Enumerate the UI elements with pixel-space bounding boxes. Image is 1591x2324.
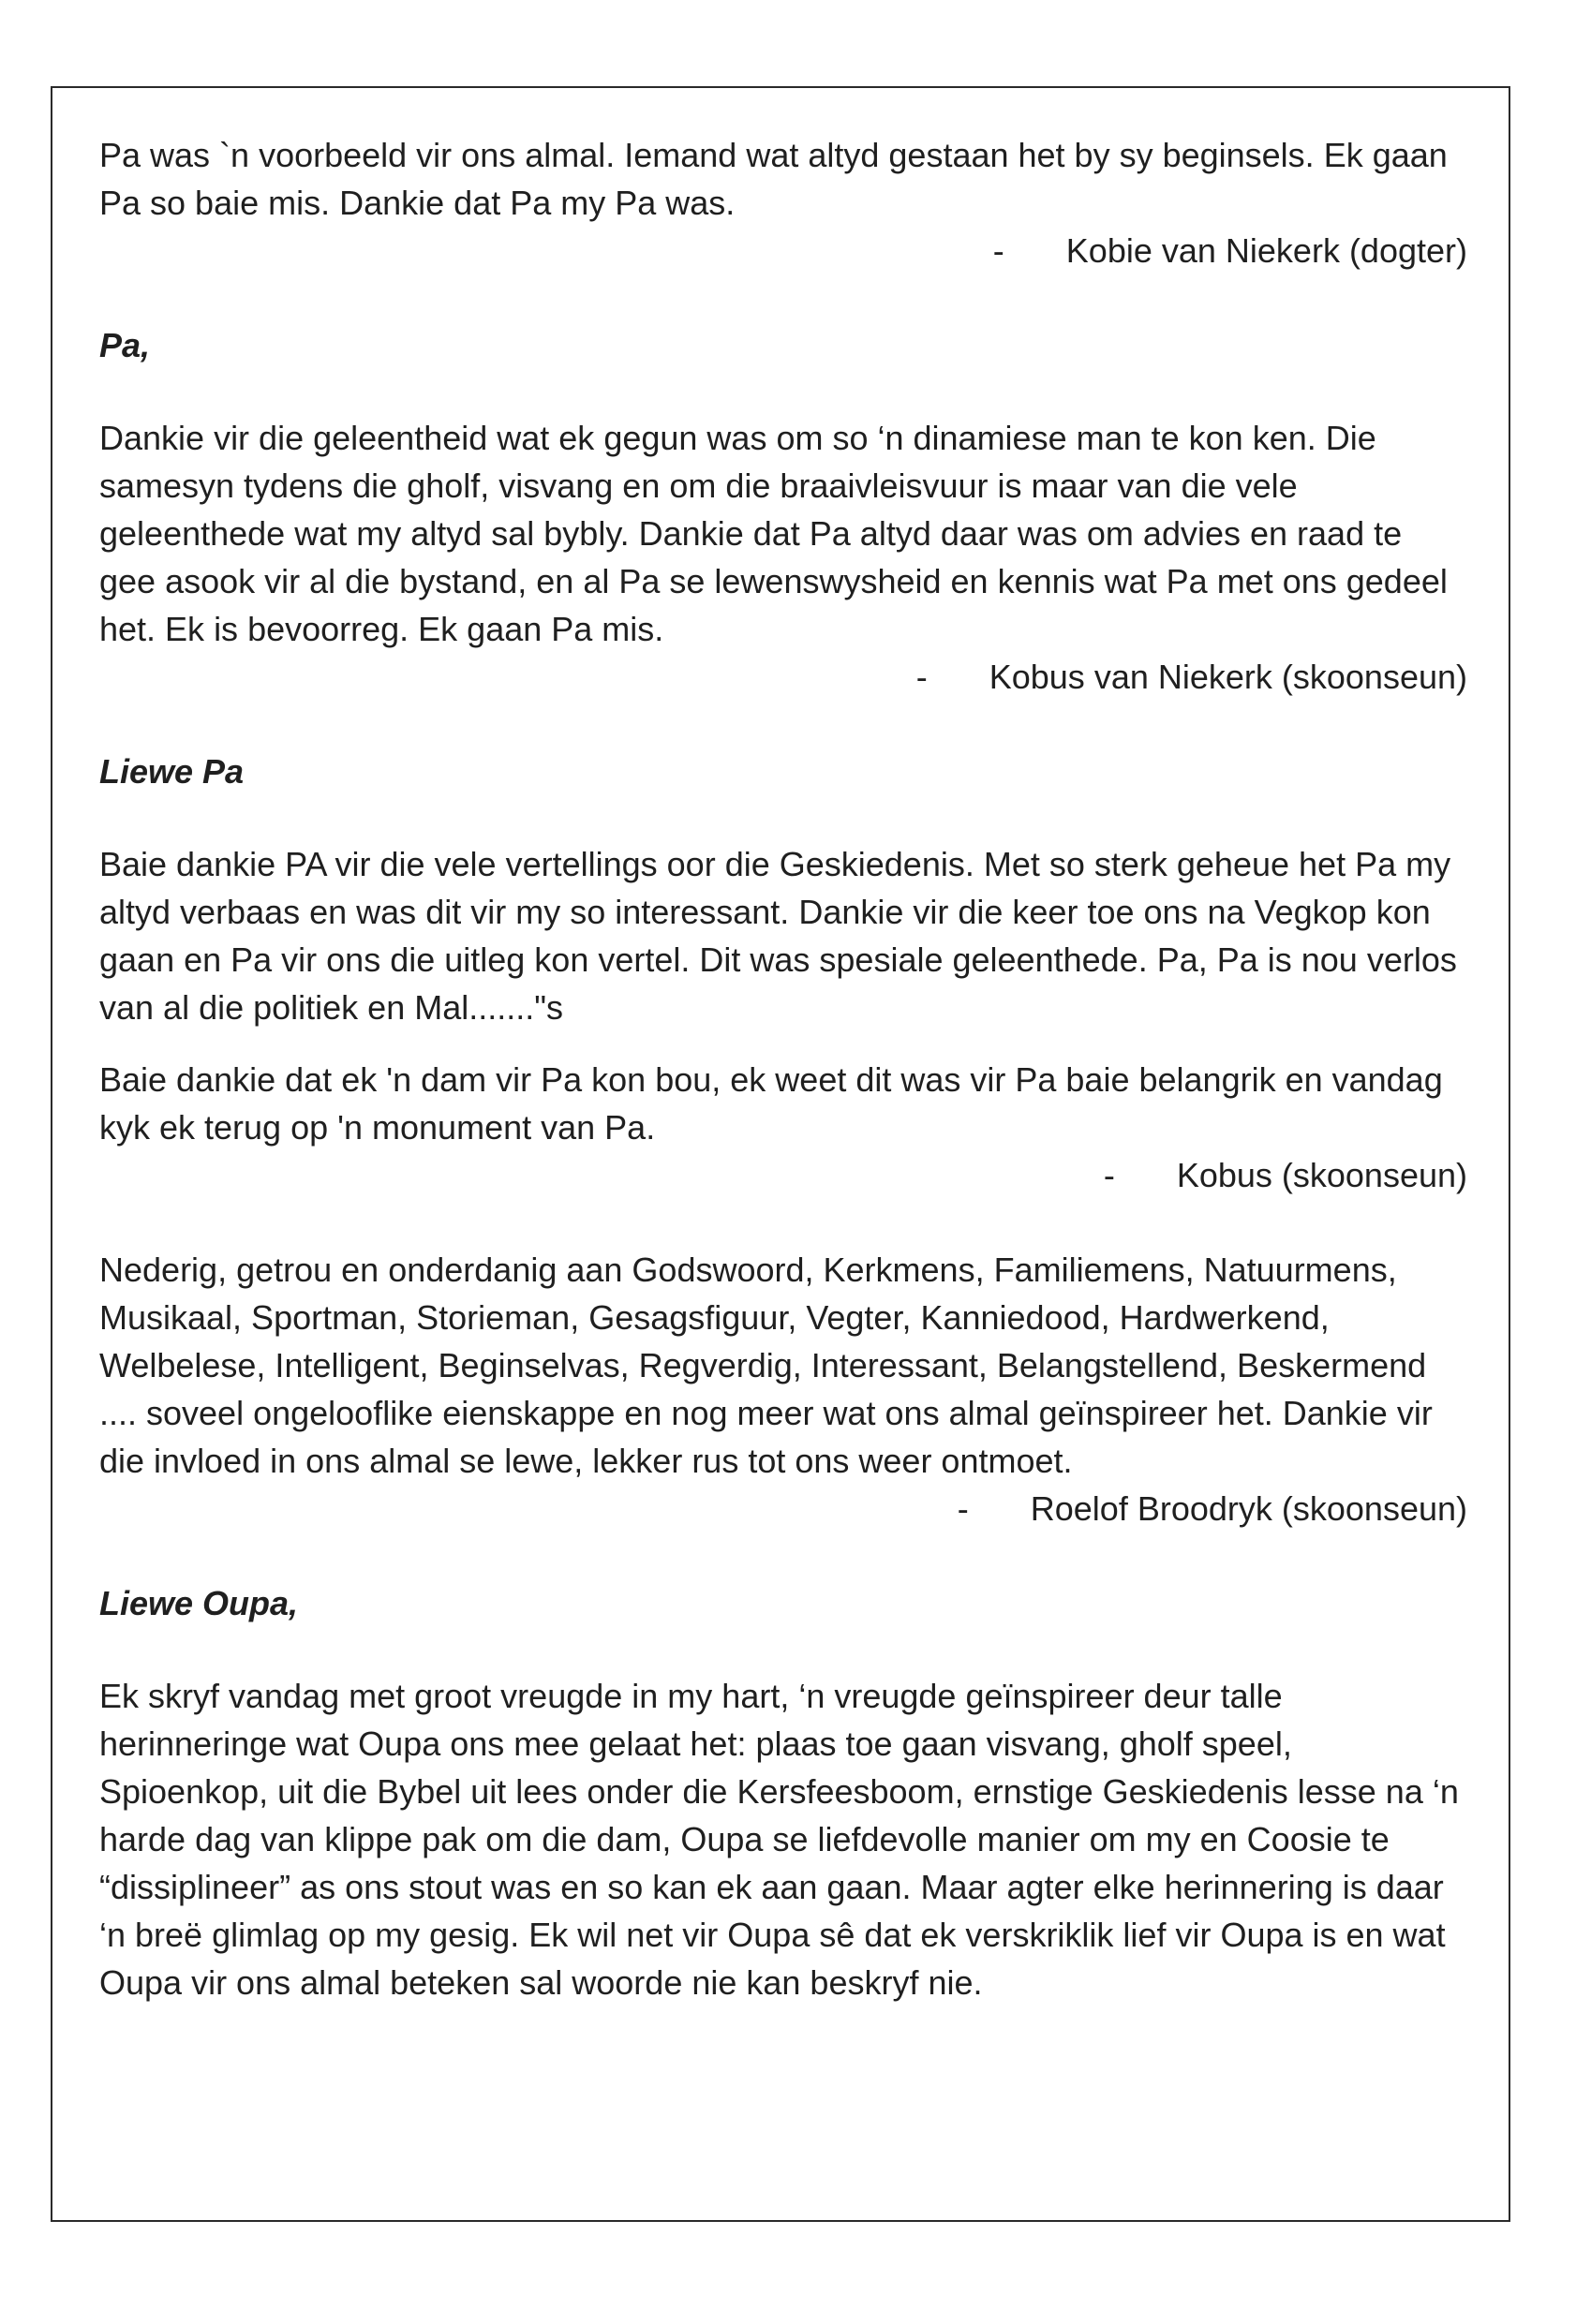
signature-text: Kobus (skoonseun) [1176,1156,1467,1194]
signature-dash: - [957,1489,969,1528]
signature-text: Kobus van Niekerk (skoonseun) [989,658,1467,696]
heading-liewe-oupa: Liewe Oupa, [99,1584,299,1622]
signature-dash: - [915,658,928,696]
signature-text: Roelof Broodryk (skoonseun) [1030,1489,1467,1528]
paragraph-oupa: Ek skryf vandag met groot vreugde in my hart, ‘n vreugde geïnspireer deur talle herinneringe wat Oupa ons mee gelaat het: plaas toe gaan visvang, gholf speel, Spioenkop, uit die Bybel uit lees onder die Kersfeesboom, ernstige Geskiedenis lesse na ‘n harde dag van klippe pak om die dam, Oupa se liefdevolle manier om my en Coosie te “dissiplineer” as ons stout was en so kan ek aan gaan. Maar agter elke herinnering is daar ‘n breë glimlag op my gesig. Ek wil net vir Oupa sê dat ek verskriklik lief vir Oupa is en wat Oupa vir ons almal beteken sal woorde nie kan beskryf nie. [99,1677,1459,2002]
paragraph-roelof: Nederig, getrou en onderdanig aan Godswoord, Kerkmens, Familiemens, Natuurmens, Musikaal, Sportman, Storieman, Gesagsfiguur, Vegter, Kanniedood, Hardwerkend, Welbelese, Intelligent, Beginselvas, Regverdig, Interessant, Belangstellend, Beskermend .... soveel ongelooflike eienskappe en nog meer wat ons almal geïnspireer het. Dankie vir die invloed in ons almal se lewe, lekker rus tot ons weer ontmoet. [99,1251,1433,1480]
paragraph-kobus-1: Baie dankie PA vir die vele vertellings oor die Geskiedenis. Met so sterk geheue het Pa my altyd verbaas en was dit vir my so interessant. Dankie vir die keer toe ons na Vegkop kon gaan en Pa vir ons die uitleg kon vertel. Dit was spesiale geleenthede. Pa, Pa is nou verlos van al die politiek en Mal......."s [99,845,1457,1027]
paragraph-kobus-vn: Dankie vir die geleentheid wat ek gegun was om so ‘n dinamiese man te kon ken. Die samesyn tydens die gholf, visvang en om die braaivleisvuur is maar van die vele geleenthede wat my altyd sal bybly. Dankie dat Pa altyd daar was om advies en raad te gee asook vir al die bystand, en al Pa se lewenswysheid en kennis wat Pa met ons gedeel het. Ek is bevoorreg. Ek gaan Pa mis. [99,419,1448,648]
signature-kobie [99,227,1467,274]
document-body [99,131,1467,2006]
heading-liewe-pa: Liewe Pa [99,752,245,791]
paragraph-kobie: Pa was `n voorbeeld vir ons almal. Iemand wat altyd gestaan het by sy beginsels. Ek gaan Pa so baie mis. Dankie dat Pa my Pa was. [99,136,1448,222]
signature-dash: - [1103,1156,1115,1194]
signature-roelof [99,1485,1467,1532]
paragraph-kobus-2: Baie dankie dat ek 'n dam vir Pa kon bou, ek weet dit was vir Pa baie belangrik en vandag kyk ek terug op 'n monument van Pa. [99,1060,1443,1147]
signature-dash: - [992,231,1004,270]
heading-pa: Pa, [99,326,151,364]
signature-text: Kobie van Niekerk (dogter) [1065,231,1467,270]
page-border [51,86,1510,2222]
signature-kobus-vn [99,653,1467,701]
signature-kobus [99,1151,1467,1199]
